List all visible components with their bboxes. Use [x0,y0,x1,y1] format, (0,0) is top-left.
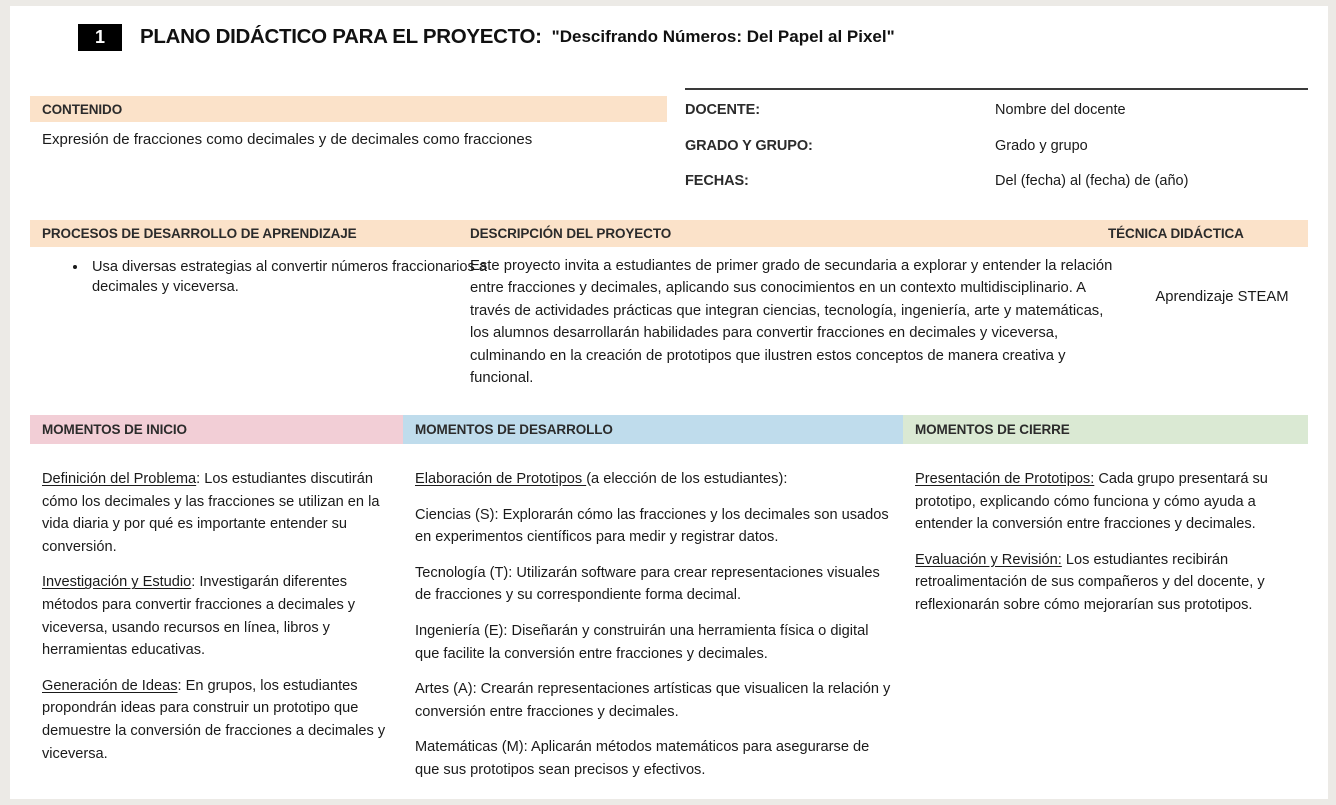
meta-row-grado-grupo [685,138,1308,154]
momento-body: : Los estudiantes discutirán cómo los decimales y las fracciones se utilizan en la vida diaria y por qué es importante entender su conversión. [42,471,380,555]
procesos-descripcion-tecnica-header [30,220,1308,247]
document-page [10,6,1328,799]
list-item: • Usa diversas estrategias al convertir números fraccionarios a decimales y viceversa. [88,257,506,298]
procesos-descripcion-tecnica-body [30,247,1308,397]
momento-body: : En grupos, los estudiantes propondrán ideas para construir un prototipo que demuestre la conversión de fracciones a decimales y viceversa. [42,677,386,762]
header-momentos-inicio [30,415,403,444]
project-name: "Descifrando Números: Del Papel al Pixel" [551,27,895,46]
momento-body: Ingeniería (E): Diseñarán y construirán una herramienta física o digital que facilite la conversión entre fracciones y decimales. [415,623,869,662]
momento-paragraph [415,678,893,723]
meta-label: FECHAS: [685,173,749,189]
header-tecnica-didactica: TÉCNICA DIDÁCTICA [1108,226,1244,241]
momento-paragraph [415,736,893,781]
momentos-inicio-column [42,468,397,778]
momento-paragraph [42,468,397,558]
momento-body: (a elección de los estudiantes): [586,471,788,487]
contenido-text: Expresión de fracciones como decimales y de decimales como fracciones [42,131,533,148]
momento-body: Matemáticas (M): Aplicarán métodos matemáticos para asegurarse de que sus prototipos sean precisos y efectivos. [415,739,870,779]
meta-value: Grado y grupo [995,138,1088,154]
header-descripcion-proyecto: DESCRIPCIÓN DEL PROYECTO [470,226,672,241]
contenido-header-label: CONTENIDO [42,101,123,117]
meta-label: GRADO Y GRUPO: [685,138,813,154]
header-momentos-desarrollo [403,415,903,444]
header-momentos-inicio-label: MOMENTOS DE INICIO [42,422,187,437]
page-title: PLANO DIDÁCTICO PARA EL PROYECTO: [140,25,542,48]
momento-body: Artes (A): Crearán representaciones artísticas que visualicen la relación y conversión entre fracciones y decimales. [415,681,891,720]
pda-list [44,257,506,298]
section-number-badge: 1 [78,24,122,51]
momentos-columns [30,468,1308,788]
momento-lead: Investigación y Estudio [42,574,192,591]
momento-body: : Investigarán diferentes métodos para convertir fracciones a decimales y viceversa, usando recursos en línea, libros y herramientas educativas. [42,574,356,659]
header-momentos-cierre [903,415,1308,444]
header-procesos-desarrollo: PROCESOS DE DESARROLLO DE APRENDIZAJE [42,226,357,241]
project-description-text: Este proyecto invita a estudiantes de primer grado de secundaria a explorar y entender la relación entre fracciones y decimales, aplicando sus conocimientos en un contexto multidisciplinario. A través de actividades prácticas que integran ciencias, tecnología, ingeniería, arte y matemáticas, los alumnos desarrollarán habilidades para convertir fracciones en decimales y viceversa, culminando en la creación de prototipos que ilustren estos conceptos de manera creativa y funcional. [470,258,1113,387]
momentos-cierre-column [915,468,1307,630]
momento-body: Tecnología (T): Utilizarán software para crear representaciones visuales de fracciones y su correspondiente forma decimal. [415,564,880,604]
momentos-desarrollo-column [415,468,893,795]
meta-divider [685,88,1308,90]
momento-lead: Generación de Ideas [42,677,178,694]
momentos-header-row [30,415,1308,444]
meta-label: DOCENTE: [685,102,760,118]
momento-paragraph [415,562,893,607]
momento-paragraph [915,468,1307,536]
meta-row-docente [685,102,1308,118]
tecnica-didactica-value: Aprendizaje STEAM [1155,289,1289,305]
momento-lead: Evaluación y Revisión: [915,551,1062,568]
momento-paragraph [415,504,893,549]
header-momentos-cierre-label: MOMENTOS DE CIERRE [915,422,1070,437]
momento-lead: Elaboración de Prototipos [415,471,587,487]
momento-body: Los estudiantes recibirán retroalimentación de sus compañeros y del docente, y reflexionarán sobre cómo mejorarían sus prototipos. [915,551,1265,614]
momento-lead: Presentación de Prototipos: [915,471,1095,487]
momento-paragraph [415,620,893,665]
contenido-and-meta-band [30,88,1308,208]
meta-value: Nombre del docente [995,102,1126,118]
momento-body: Cada grupo presentará su prototipo, explicando cómo funciona y cómo ayuda a entender la conversión entre fracciones y decimales. [915,471,1268,533]
momento-paragraph [915,549,1307,617]
document-title-row [78,20,895,54]
momento-lead: Definición del Problema [42,471,197,487]
momento-paragraph [415,468,893,491]
momento-body: Ciencias (S): Explorarán cómo las fracciones y los decimales son usados en experimentos científicos para medir y registrar datos. [415,506,889,546]
header-momentos-desarrollo-label: MOMENTOS DE DESARROLLO [415,422,613,437]
meta-row-fechas [685,173,1308,189]
contenido-header [30,96,667,122]
momento-paragraph [42,675,397,765]
momento-paragraph [42,571,397,661]
meta-value: Del (fecha) al (fecha) de (año) [995,173,1189,189]
